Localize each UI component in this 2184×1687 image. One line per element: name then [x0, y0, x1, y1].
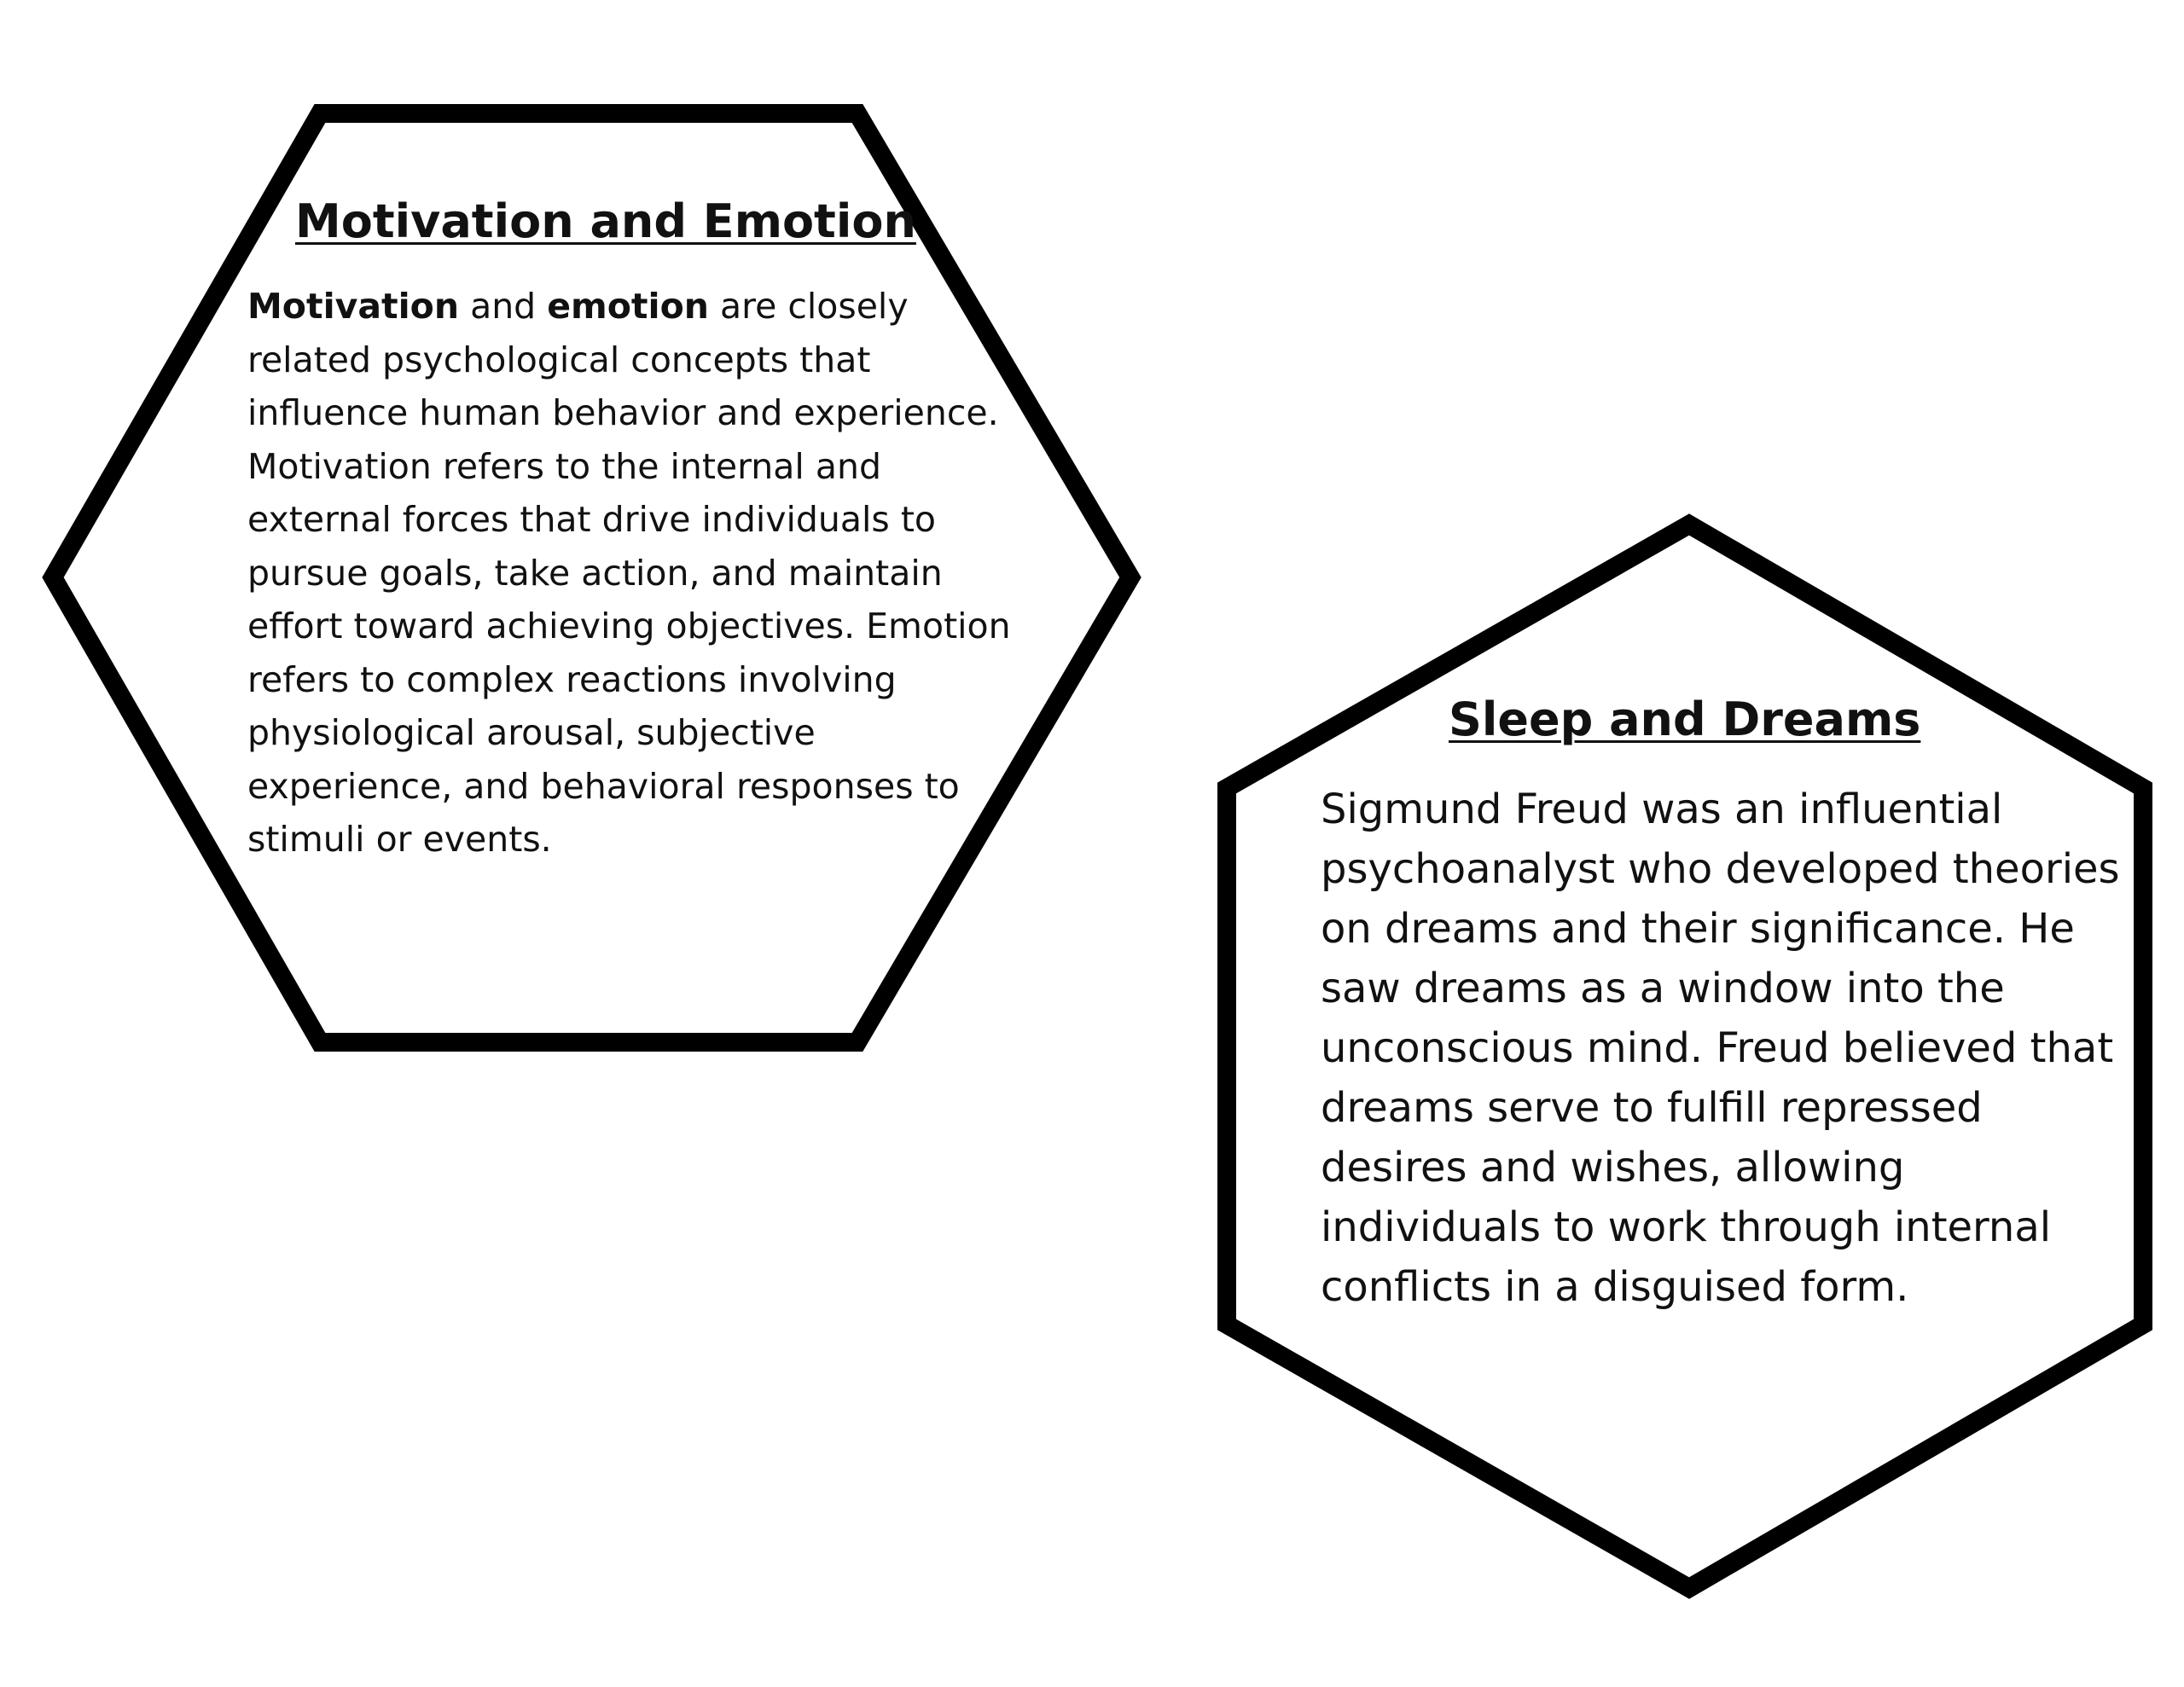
card-title-sleep-dreams: Sleep and Dreams: [1449, 693, 1921, 746]
card-title-motivation-emotion: Motivation and Emotion: [295, 194, 916, 248]
body-text-rest: are closely related psychological concepts that influence human behavior and experience. Motivation refers to the internal and external forces that drive individuals to pursue goals, take action, and maintain effort toward achieving objectives. Emotion refers to complex reactions involving physiological arousal, subjective experience, and behavioral responses to stimuli or events.: [247, 286, 1011, 860]
card-body-sleep-dreams: Sigmund Freud was an influential psychoanalyst who developed theories on dreams and their significance. He saw dreams as a window into the unconscious mind. Freud believed that dreams serve to fulfill repressed desires and wishes, allowing individuals to work through internal conflicts in a disguised form.: [1321, 786, 2120, 1311]
bold-term-motivation: Motivation: [247, 286, 460, 327]
body-connector: and: [459, 286, 548, 327]
card-body-motivation-emotion: [247, 280, 1015, 867]
bold-term-emotion: emotion: [547, 286, 709, 327]
